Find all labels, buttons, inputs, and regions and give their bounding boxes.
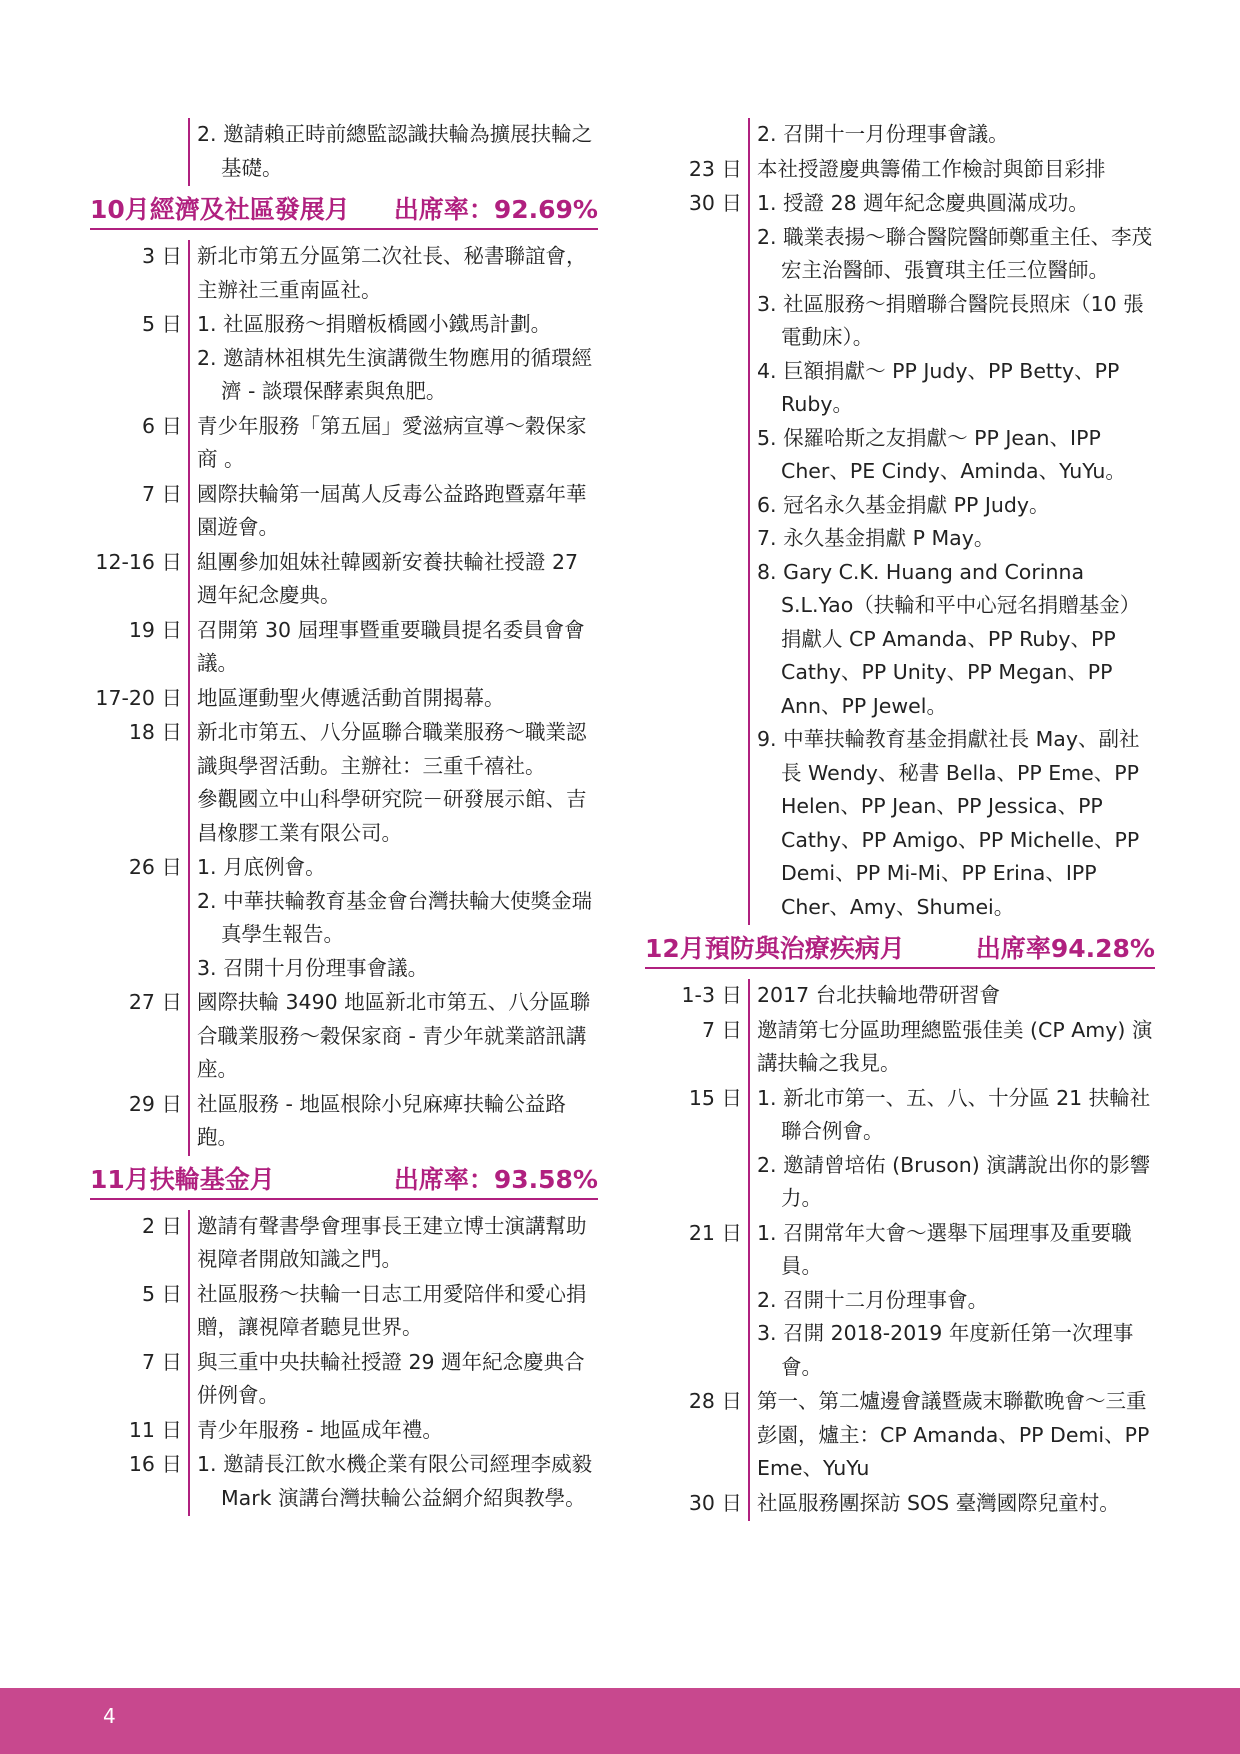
entry-date: 7 日 <box>701 1017 742 1042</box>
entry-item: 9. 中華扶輪教育基金捐獻社長 May、副社長 Wendy、秘書 Bella、PP Eme、PP Helen、PP Jean、PP Jessica、PP Cathy、PP Amigo、PP Michelle、PP Demi、PP Mi-Mi、PP Erina、IPP Cher、Amy、Shumei。 <box>757 727 1140 919</box>
entry-item: 8. Gary C.K. Huang and Corinna S.L.Yao（扶輪和平中心冠名捐贈基金）捐獻人 CP Amanda、PP Ruby、PP Cathy、PP Unity、PP Megan、PP Ann、PP Jewel。 <box>757 559 1141 718</box>
page-number: 4 <box>103 1704 116 1728</box>
entry-date: 3 日 <box>141 244 182 268</box>
entry-date: 6 日 <box>141 413 182 438</box>
entry-items <box>190 1210 598 1278</box>
entry-item: 1. 社區服務～捐贈板橋國小鐵馬計劃。 <box>197 312 552 336</box>
entry-items <box>750 187 1155 925</box>
entry-items <box>750 1082 1155 1217</box>
entry-items <box>190 1088 598 1156</box>
entry-items <box>190 546 598 614</box>
entry-item: 組團參加姐妹社韓國新安養扶輪社授證 27 週年紀念慶典。 <box>197 549 579 607</box>
attendance-rate: 出席率：92.69% <box>393 195 598 224</box>
entry-date <box>90 118 188 186</box>
month-section-heading <box>645 933 1155 969</box>
entry-date: 26 日 <box>128 855 182 879</box>
entry-item: 2. 召開十一月份理事會議。 <box>757 122 1009 146</box>
entry-items <box>750 153 1155 188</box>
entry-date: 21 日 <box>688 1220 742 1245</box>
calendar-entry <box>645 1385 1155 1487</box>
entry-date: 18 日 <box>128 720 182 744</box>
entry-item: 國際扶輪 3490 地區新北市第五、八分區聯合職業服務～穀保家商 - 青少年就業諮訊講座。 <box>197 990 591 1081</box>
entry-item: 召開第 30 屆理事暨重要職員提名委員會會議。 <box>197 617 585 675</box>
entry-item: 1. 新北市第一、五、八、十分區 21 扶輪社聯合例會。 <box>757 1085 1151 1143</box>
entry-items <box>190 614 598 682</box>
entry-items <box>750 979 1155 1014</box>
entry-item: 本社授證慶典籌備工作檢討與節目彩排 <box>757 156 1106 181</box>
calendar-entry <box>645 187 1155 925</box>
entry-item: 5. 保羅哈斯之友捐獻～ PP Jean、IPP Cher、PE Cindy、Aminda、YuYu。 <box>757 425 1126 483</box>
entry-date <box>645 118 748 153</box>
entry-items <box>750 118 1155 153</box>
entry-item: 2. 邀請曾培佑 (Bruson) 演講說出你的影響力。 <box>757 1152 1151 1210</box>
entry-date: 5 日 <box>141 312 182 336</box>
entry-item: 4. 巨額捐獻～ PP Judy、PP Betty、PP Ruby。 <box>757 358 1120 416</box>
entry-items <box>190 851 598 986</box>
calendar-entry <box>90 308 598 410</box>
calendar-entry <box>90 716 598 851</box>
entry-date: 16 日 <box>128 1452 182 1476</box>
entry-item: 社區服務～扶輪一日志工用愛陪伴和愛心捐贈，讓視障者聽見世界。 <box>197 1281 587 1339</box>
calendar-entry <box>90 614 598 682</box>
entry-items <box>190 1414 598 1449</box>
month-title: 11月扶輪基金月 <box>90 1164 275 1194</box>
entry-item: 1. 邀請長江飲水機企業有限公司經理李威毅 Mark 演講台灣扶輪公益網介紹與教學。 <box>197 1452 593 1510</box>
entry-items <box>190 410 598 478</box>
entry-items <box>190 1346 598 1414</box>
entry-item: 第一、第二爐邊會議暨歲末聯歡晚會～三重彭園，爐主：CP Amanda、PP Demi、PP Eme、YuYu <box>757 1389 1150 1480</box>
calendar-entry <box>90 240 598 308</box>
entry-item: 1. 月底例會。 <box>197 855 326 879</box>
month-title: 10月經濟及社區發展月 <box>90 195 350 224</box>
entry-date: 30 日 <box>688 191 742 215</box>
entry-item: 7. 永久基金捐獻 P May。 <box>757 526 995 550</box>
entry-date: 29 日 <box>128 1091 182 1116</box>
entry-date: 11 日 <box>128 1417 182 1442</box>
calendar-entry <box>645 1487 1155 1522</box>
calendar-entry <box>90 1088 598 1156</box>
entry-items <box>750 1217 1155 1386</box>
entry-items <box>190 308 598 410</box>
entry-items <box>750 1385 1155 1487</box>
attendance-rate: 出席率：93.58% <box>393 1164 598 1194</box>
entry-date: 19 日 <box>128 617 182 642</box>
entry-item: 青少年服務 - 地區成年禮。 <box>197 1417 443 1442</box>
calendar-entry <box>645 153 1155 188</box>
calendar-entry <box>90 986 598 1088</box>
right-column <box>645 118 1155 1521</box>
entry-item: 6. 冠名永久基金捐獻 PP Judy。 <box>757 492 1050 517</box>
entry-items <box>750 1014 1155 1082</box>
entry-items <box>190 240 598 308</box>
entry-items <box>190 1278 598 1346</box>
entry-item: 2. 職業表揚～聯合醫院醫師鄭重主任、李茂宏主治醫師、張寶琪主任三位醫師。 <box>757 224 1153 282</box>
calendar-entry <box>645 118 1155 153</box>
left-column <box>90 118 598 1516</box>
entry-items <box>750 1487 1155 1522</box>
entry-items <box>190 478 598 546</box>
calendar-entry <box>645 1082 1155 1217</box>
entry-items <box>190 986 598 1088</box>
entry-date: 30 日 <box>688 1490 742 1515</box>
entry-item: 2017 台北扶輪地帶研習會 <box>757 983 1001 1007</box>
entry-items <box>190 716 598 851</box>
entry-item: 參觀國立中山科學研究院－研發展示館、吉昌橡膠工業有限公司。 <box>197 787 587 845</box>
calendar-entry <box>645 979 1155 1014</box>
entry-item: 青少年服務「第五屆」愛滋病宣導～穀保家商 。 <box>197 413 587 471</box>
calendar-entry <box>90 546 598 614</box>
entry-items <box>190 118 598 186</box>
calendar-entry <box>90 478 598 546</box>
calendar-entry <box>90 410 598 478</box>
entry-date: 7 日 <box>141 1349 182 1374</box>
entry-date: 7 日 <box>141 481 182 506</box>
calendar-entry <box>90 1448 598 1516</box>
calendar-entry <box>90 118 598 186</box>
footer-bar <box>0 1688 1240 1754</box>
month-title: 12月預防與治療疾病月 <box>645 934 905 963</box>
entry-date: 5 日 <box>141 1281 182 1306</box>
entry-item: 社區服務 - 地區根除小兒麻痺扶輪公益路跑。 <box>197 1091 566 1149</box>
calendar-entry <box>90 851 598 986</box>
entry-item: 3. 社區服務～捐贈聯合醫院長照床（10 張電動床）。 <box>757 291 1144 349</box>
entry-item: 1. 授證 28 週年紀念慶典圓滿成功。 <box>757 191 1089 215</box>
month-section-heading <box>90 1164 598 1200</box>
entry-item: 3. 召開十月份理事會議。 <box>197 955 429 980</box>
entry-items <box>190 682 598 717</box>
calendar-entry <box>90 1278 598 1346</box>
entry-date: 28 日 <box>688 1389 742 1413</box>
month-section-heading <box>90 194 598 230</box>
entry-item: 2. 中華扶輪教育基金會台灣扶輪大使獎金瑞真學生報告。 <box>197 888 593 946</box>
calendar-entry <box>90 1210 598 1278</box>
calendar-entry <box>90 1346 598 1414</box>
entry-item: 新北市第五、八分區聯合職業服務～職業認識與學習活動。主辦社：三重千禧社。 <box>197 720 587 778</box>
calendar-entry <box>90 682 598 717</box>
entry-item: 與三重中央扶輪社授證 29 週年紀念慶典合併例會。 <box>197 1349 585 1407</box>
entry-item: 邀請第七分區助理總監張佳美 (CP Amy) 演講扶輪之我見。 <box>757 1017 1153 1075</box>
entry-item: 地區運動聖火傳遞活動首開揭幕。 <box>197 685 505 710</box>
entry-date: 23 日 <box>688 156 742 181</box>
calendar-entry <box>90 1414 598 1449</box>
entry-items <box>190 1448 598 1516</box>
calendar-entry <box>645 1217 1155 1386</box>
entry-date: 27 日 <box>128 990 182 1014</box>
entry-date: 2 日 <box>141 1213 182 1238</box>
entry-date: 12-16 日 <box>95 549 182 574</box>
entry-date: 15 日 <box>688 1085 742 1110</box>
entry-item: 1. 召開常年大會～選舉下屆理事及重要職員。 <box>757 1220 1132 1278</box>
entry-date: 17-20 日 <box>95 685 182 710</box>
entry-item: 2. 召開十二月份理事會。 <box>757 1287 989 1312</box>
attendance-rate: 出席率94.28% <box>975 934 1155 963</box>
entry-item: 國際扶輪第一屆萬人反毒公益路跑暨嘉年華園遊會。 <box>197 481 587 539</box>
entry-item: 邀請有聲書學會理事長王建立博士演講幫助視障者開啟知識之門。 <box>197 1213 587 1271</box>
calendar-entry <box>645 1014 1155 1082</box>
entry-item: 2. 邀請賴正時前總監認識扶輪為擴展扶輪之基礎。 <box>197 122 593 180</box>
entry-date: 1-3 日 <box>681 983 742 1007</box>
entry-item: 3. 召開 2018-2019 年度新任第一次理事會。 <box>757 1321 1134 1379</box>
entry-item: 新北市第五分區第二次社長、秘書聯誼會，主辦社三重南區社。 <box>197 244 587 302</box>
entry-item: 社區服務團探訪 SOS 臺灣國際兒童村。 <box>757 1490 1120 1515</box>
entry-item: 2. 邀請林祖棋先生演講微生物應用的循環經濟 - 談環保酵素與魚肥。 <box>197 345 593 403</box>
